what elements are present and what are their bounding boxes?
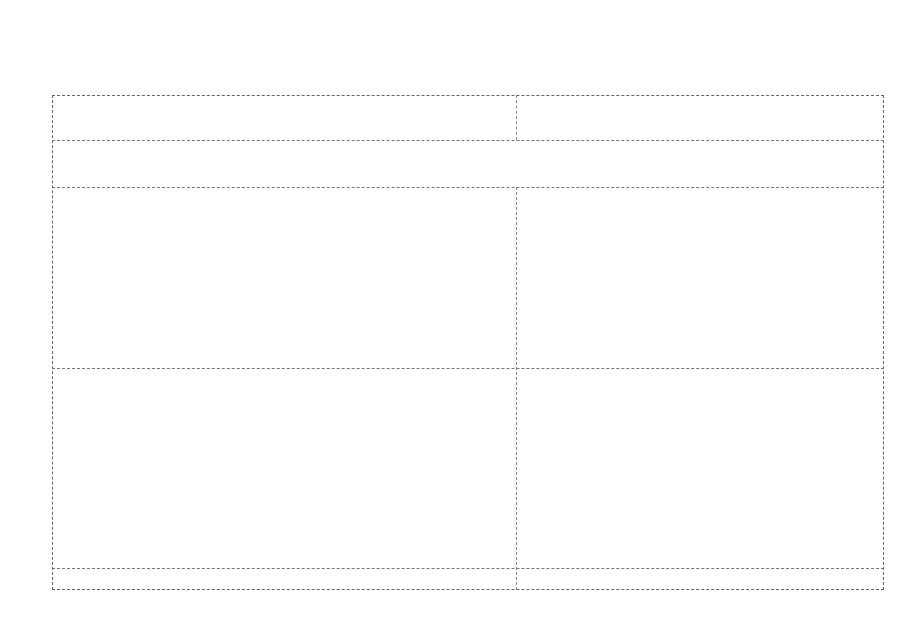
rule <box>52 140 884 141</box>
rule <box>52 568 884 569</box>
table-frame <box>52 95 884 590</box>
rule <box>52 187 884 188</box>
rule <box>516 187 517 590</box>
rule <box>516 95 517 140</box>
rule <box>52 368 884 369</box>
